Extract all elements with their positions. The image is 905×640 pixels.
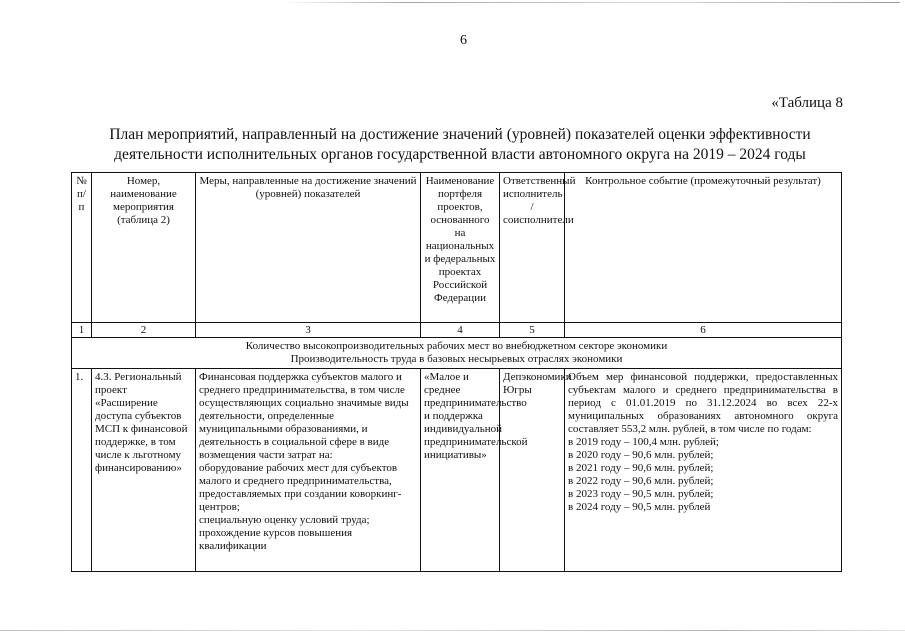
document-title-line-2: деятельности исполнительных органов государственной власти автономного округа на 2019 – 2024 годы bbox=[114, 146, 806, 163]
row-responsible: Депэкономики Югры bbox=[500, 369, 565, 572]
document-title bbox=[60, 125, 860, 165]
column-number: 2 bbox=[92, 323, 196, 338]
row-control-event bbox=[565, 369, 842, 572]
row-portfolio: «Малое и среднее предпринимательство и поддержка индивидуальной предпринимательской инициативы» bbox=[421, 369, 500, 572]
measures-paragraph: прохождение курсов повышения квалификации bbox=[199, 527, 353, 552]
control-event-year: в 2024 году – 90,5 млн. рублей bbox=[568, 501, 711, 513]
control-event-intro: Объем мер финансовой поддержки, предоставленных субъектам малого и среднего предпринимательства в период с 01.01.2019 по 31.12.2024 во всех 22-х муниципальных образованиях автономного округа составляет 553,2 млн. рублей, в том числе по годам: bbox=[568, 371, 838, 435]
control-event-year: в 2023 году – 90,5 млн. рублей; bbox=[568, 488, 714, 500]
header-measures: Меры, направленные на достижение значений (уровней) показателей bbox=[196, 173, 421, 323]
column-number: 6 bbox=[565, 323, 842, 338]
header-row bbox=[72, 173, 842, 323]
column-number: 5 bbox=[500, 323, 565, 338]
header-control-event: Контрольное событие (промежуточный результат) bbox=[565, 173, 842, 323]
header-num: № п/ п bbox=[72, 173, 92, 323]
measures-paragraph: специальную оценку условий труда; bbox=[199, 514, 370, 526]
row-event: 4.3. Региональный проект «Расширение доступа субъектов МСП к финансовой поддержке, в том числе к льготному финансированию» bbox=[92, 369, 196, 572]
row-measures bbox=[196, 369, 421, 572]
document-title-line-1: План мероприятий, направленный на достижение значений (уровней) показателей оценки эффективности bbox=[109, 126, 811, 143]
section-row bbox=[72, 338, 842, 369]
section-heading-line-2: Производительность труда в базовых несырьевых отраслях экономики bbox=[290, 353, 623, 365]
control-event-year: в 2019 году – 100,4 млн. рублей; bbox=[568, 436, 719, 448]
table-caption: «Таблица 8 bbox=[771, 95, 843, 111]
scan-edge-top bbox=[280, 2, 900, 3]
header-portfolio: Наименование портфеля проектов, основанного на национальных и федеральных проектах Российской Федерации bbox=[421, 173, 500, 323]
column-number-row bbox=[72, 323, 842, 338]
control-event-year: в 2021 году – 90,6 млн. рублей; bbox=[568, 462, 714, 474]
measures-paragraph: Финансовая поддержка субъектов малого и среднего предпринимательства, в том числе осуществляющих социально значимые виды деятельности, определенные муниципальными образованиями, и деятельность в социальной сфере в виде возмещения части затрат на: bbox=[199, 371, 409, 461]
plan-table bbox=[71, 172, 842, 572]
control-event-year: в 2020 году – 90,6 млн. рублей; bbox=[568, 449, 714, 461]
section-heading bbox=[72, 338, 842, 369]
header-responsible: Ответственный исполнитель / соисполнители bbox=[500, 173, 565, 323]
column-number: 1 bbox=[72, 323, 92, 338]
column-number: 4 bbox=[421, 323, 500, 338]
header-event: Номер, наименование мероприятия (таблица 2) bbox=[92, 173, 196, 323]
row-number: 1. bbox=[72, 369, 92, 572]
scan-edge-bottom bbox=[0, 630, 905, 631]
section-heading-line-1: Количество высокопроизводительных рабочих мест во внебюджетном секторе экономики bbox=[245, 340, 668, 352]
page-number: 6 bbox=[460, 33, 467, 48]
column-number: 3 bbox=[196, 323, 421, 338]
table-row bbox=[72, 369, 842, 572]
control-event-year: в 2022 году – 90,6 млн. рублей; bbox=[568, 475, 714, 487]
measures-paragraph: оборудование рабочих мест для субъектов малого и среднего предпринимательства, предоставляемых при создании коворкинг-центров; bbox=[199, 462, 402, 513]
